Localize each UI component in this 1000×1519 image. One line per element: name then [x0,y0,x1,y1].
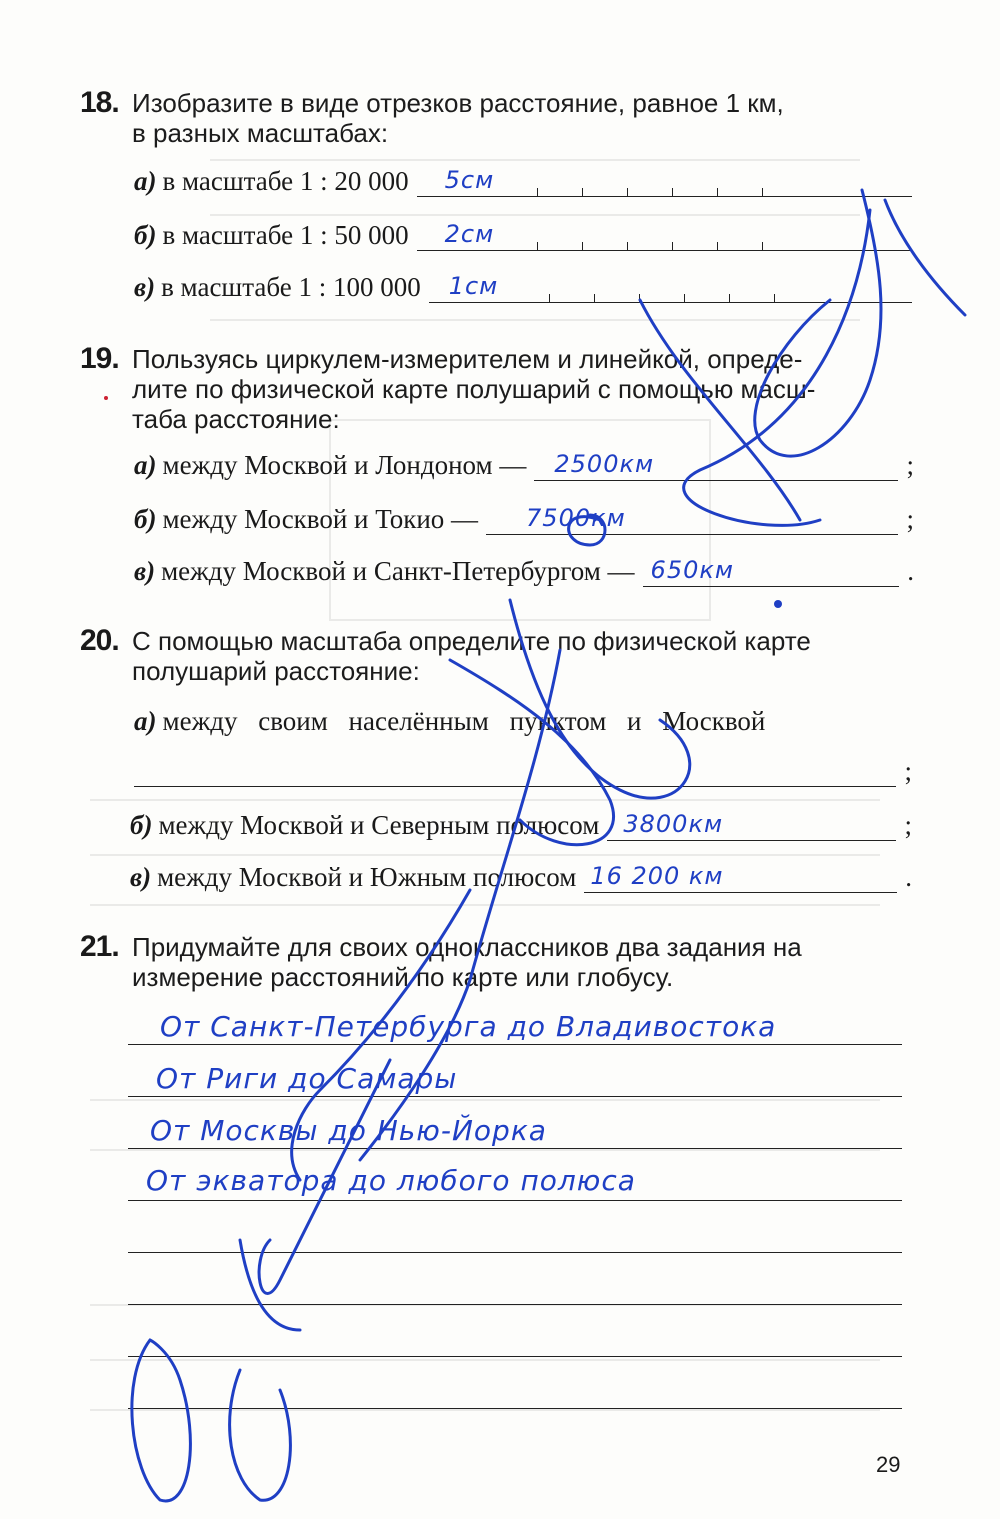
task-18-item-b: б) в масштабе 1 : 50 000 2см [134,220,912,251]
task-prompt: Придумайте для своих одноклассников два задания на измерение расстояний по карте или глобусу. [132,932,802,992]
answer-line[interactable] [584,862,897,893]
item-text: в масштабе 1 : 20 000 [162,166,409,196]
item-text: между Москвой и Токио — [162,504,479,534]
answer-line[interactable] [417,166,912,197]
answer-line[interactable] [643,556,900,587]
answer-line[interactable] [128,1200,902,1201]
task-18-item-a: а) в масштабе 1 : 20 000 5см [134,166,912,197]
handwritten-task-1: От Санкт-Петербурга до Владивостока [160,1010,777,1043]
task-21 [80,932,920,992]
item-text: в масштабе 1 : 100 000 [161,272,421,302]
answer-line[interactable] [128,1356,902,1357]
task-19-item-c: в) между Москвой и Санкт-Петербургом — 650км . [134,556,914,586]
answer-line[interactable] [128,1044,902,1045]
task-prompt: Пользуясь циркулем-измерителем и линейкой, опреде- лите по физической карте полушарий с помощью масш- таба расстояние: [132,344,816,434]
answer-line[interactable] [128,1096,902,1097]
answer-line[interactable] [128,1148,902,1149]
task-19-item-a: а) между Москвой и Лондоном — 2500км ; [134,450,914,480]
task-prompt: С помощью масштаба определите по физической карте полушарий расстояние: [132,626,811,686]
handwritten-task-4: От экватора до любого полюса [146,1164,636,1197]
task-20-item-b: б) между Москвой и Северным полюсом 3800км ; [130,810,912,840]
handwritten-answer: 1см [448,272,499,300]
handwritten-answer: 650км [650,556,734,584]
task-20 [80,626,920,686]
task-19 [80,344,920,434]
answer-line[interactable] [607,810,896,841]
answer-line[interactable] [128,1408,902,1409]
handwritten-answer: 16 200 км [590,862,724,890]
task-18 [80,88,920,148]
answer-line[interactable] [429,272,912,303]
answer-line[interactable] [486,504,898,535]
task-number: 21. [80,930,119,963]
task-20-item-c: в) между Москвой и Южным полюсом 16 200 км . [130,862,912,892]
handwritten-answer: 7500км [526,504,626,532]
item-text: между Москвой и Южным полюсом [157,862,577,892]
handwritten-task-3: От Москвы до Нью-Йорка [150,1114,547,1147]
item-text: между Москвой и Северным полюсом [158,810,600,840]
task-number: 18. [80,86,119,119]
item-text: между своим населённым пунктом и Москвой [162,706,766,736]
answer-line[interactable] [128,1304,902,1305]
task-20-item-a-line: ; [134,756,912,787]
handwritten-task-2: От Риги до Самары [156,1062,458,1095]
item-text: в масштабе 1 : 50 000 [162,220,409,250]
task-19-item-b: б) между Москвой и Токио — 7500км ; [134,504,914,534]
handwritten-answer: 3800км [623,810,724,838]
task-number: 19. [80,342,119,375]
handwritten-answer: 2см [444,220,495,248]
answer-line[interactable] [417,220,912,251]
task-number: 20. [80,624,119,657]
item-text: между Москвой и Санкт-Петербургом — [161,556,635,586]
handwritten-answer: 2500км [554,450,655,478]
answer-line[interactable] [534,450,898,481]
task-18-item-c: в) в масштабе 1 : 100 000 1см [134,272,912,303]
task-prompt: Изобразите в виде отрезков расстояние, равное 1 км, в разных масштабах: [132,88,784,148]
item-text: между Москвой и Лондоном — [162,450,527,480]
page-number: 29 [876,1452,901,1477]
answer-line[interactable] [128,1252,902,1253]
handwritten-answer: 5см [444,166,495,194]
answer-line[interactable] [134,756,896,787]
task-20-item-a: а) между своим населённым пунктом и Москвой [134,706,910,737]
